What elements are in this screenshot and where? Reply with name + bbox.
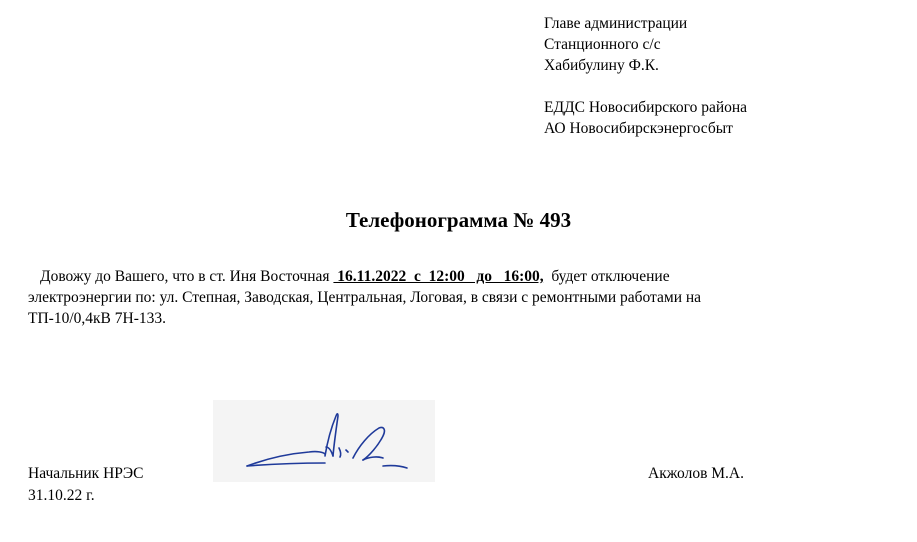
document-title: Телефонограмма № 493 (345, 208, 572, 232)
addressee-line: АО Новосибирскэнергосбыт (544, 120, 733, 137)
addressee-line: Станционного с/с (544, 36, 661, 53)
message-body (28, 266, 908, 329)
addressee-spacer (544, 76, 747, 97)
body-text-before-date: Довожу до Вашего, что в ст. Иня Восточная (40, 268, 334, 285)
signer-position: Начальник НРЭС (28, 465, 144, 482)
addressee-line: Главе администрации (544, 15, 688, 32)
addressee-line: Хабибулину Ф.К. (544, 57, 659, 74)
document-date: 31.10.22 г. (28, 487, 95, 504)
addressee-line: ЕДДС Новосибирского района (544, 99, 748, 116)
signature-image (213, 400, 435, 482)
handwritten-signature (213, 400, 435, 482)
outage-date-range: 16.11.2022 с 12:00 до 16:00, (333, 268, 544, 285)
body-line-3: ТП-10/0,4кВ 7Н-133. (28, 310, 166, 327)
signer-name: Акжолов М.А. (648, 465, 744, 482)
body-text-after-date: будет отключение (543, 268, 670, 285)
body-line-2: электроэнергии по: ул. Степная, Заводская, Центральная, Логовая, в связи с ремонтными работами на (28, 289, 702, 306)
body-line-1 (28, 266, 908, 287)
addressee-block (544, 13, 747, 139)
